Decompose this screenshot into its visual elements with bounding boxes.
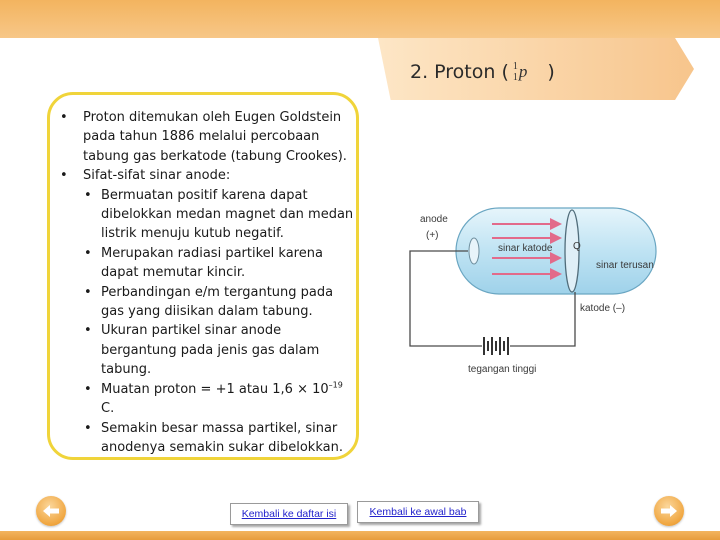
list-item (58, 108, 358, 166)
left-arrow-icon (42, 504, 60, 518)
prev-slide-button[interactable] (36, 496, 66, 526)
sub-item-text: Merupakan radiasi partikel karena dapat memutar kincir. (101, 245, 323, 281)
cathode-wire (510, 292, 575, 346)
bullet: • (60, 110, 68, 125)
list-item-text: Sifat-sifat sinar anode: (83, 168, 231, 184)
cathode-mark: Q (573, 241, 581, 252)
sub-list-item (58, 283, 358, 322)
next-slide-button[interactable] (654, 496, 684, 526)
bullet: • (84, 245, 92, 261)
sub-item-text: Bermuatan positif karena dapat dibelokkan medan magnet dan medan listrik menuju kutub negatif. (101, 187, 354, 242)
anode-label: anode (420, 214, 448, 225)
sub-list-item (58, 186, 358, 244)
sub-item-text: Semakin besar massa partikel, sinar anodenya semakin sukar dibelokkan. (101, 420, 343, 455)
voltage-label: tegangan tinggi (468, 364, 537, 375)
nuclide-symbol: p (518, 62, 528, 81)
anode-electrode (469, 238, 479, 264)
sub-item-text: Muatan proton = +1 atau $1,6 \times 10^{-19}$ C. (101, 380, 343, 417)
discharge-tube-diagram (400, 196, 660, 386)
cathode-ray-label: sinar katode (498, 243, 553, 254)
back-to-toc-link[interactable]: Kembali ke daftar isi (230, 503, 348, 525)
charge-exponent: –19 (328, 380, 343, 390)
title-suffix: ) (547, 61, 555, 83)
anode-sign: (+) (426, 230, 439, 241)
channel-ray-label: sinar terusan (596, 260, 654, 271)
bullet-list (58, 108, 358, 457)
glass-tube (456, 208, 656, 294)
proton-nuclide-symbol (513, 61, 542, 83)
bullet: • (84, 420, 92, 436)
page-title (410, 58, 555, 86)
battery-icon (484, 337, 508, 355)
sub-item-text: Ukuran partikel sinar anode bergantung pada jenis gas dalam tabung. (101, 323, 320, 378)
sub-item-text: Perbandingan e/m tergantung pada gas yang diisikan dalam tabung. (101, 284, 334, 320)
title-prefix: 2. Proton ( (410, 61, 509, 83)
bullet: • (60, 168, 68, 184)
nuclide-mass-number: 1 (512, 61, 518, 72)
bullet: • (84, 284, 92, 300)
sub-list-item (58, 419, 358, 458)
sub-list-item (58, 321, 358, 379)
bullet: • (84, 187, 92, 203)
cathode-label: katode (–) (580, 303, 626, 314)
sub-list-item (58, 380, 358, 419)
bottom-band (0, 531, 720, 540)
list-item (58, 166, 358, 185)
bullet: • (84, 323, 92, 339)
nuclide-atomic-number: 1 (512, 72, 518, 83)
back-to-chapter-start-link[interactable]: Kembali ke awal bab (357, 501, 479, 523)
sub-list-item (58, 244, 358, 283)
list-item-text: Proton ditemukan oleh Eugen Goldstein pada tahun 1886 melalui percobaan tabung gas berkatode (tabung Crookes). (83, 110, 347, 164)
bullet: • (84, 381, 92, 397)
right-arrow-icon (660, 504, 678, 518)
top-band (0, 0, 720, 38)
